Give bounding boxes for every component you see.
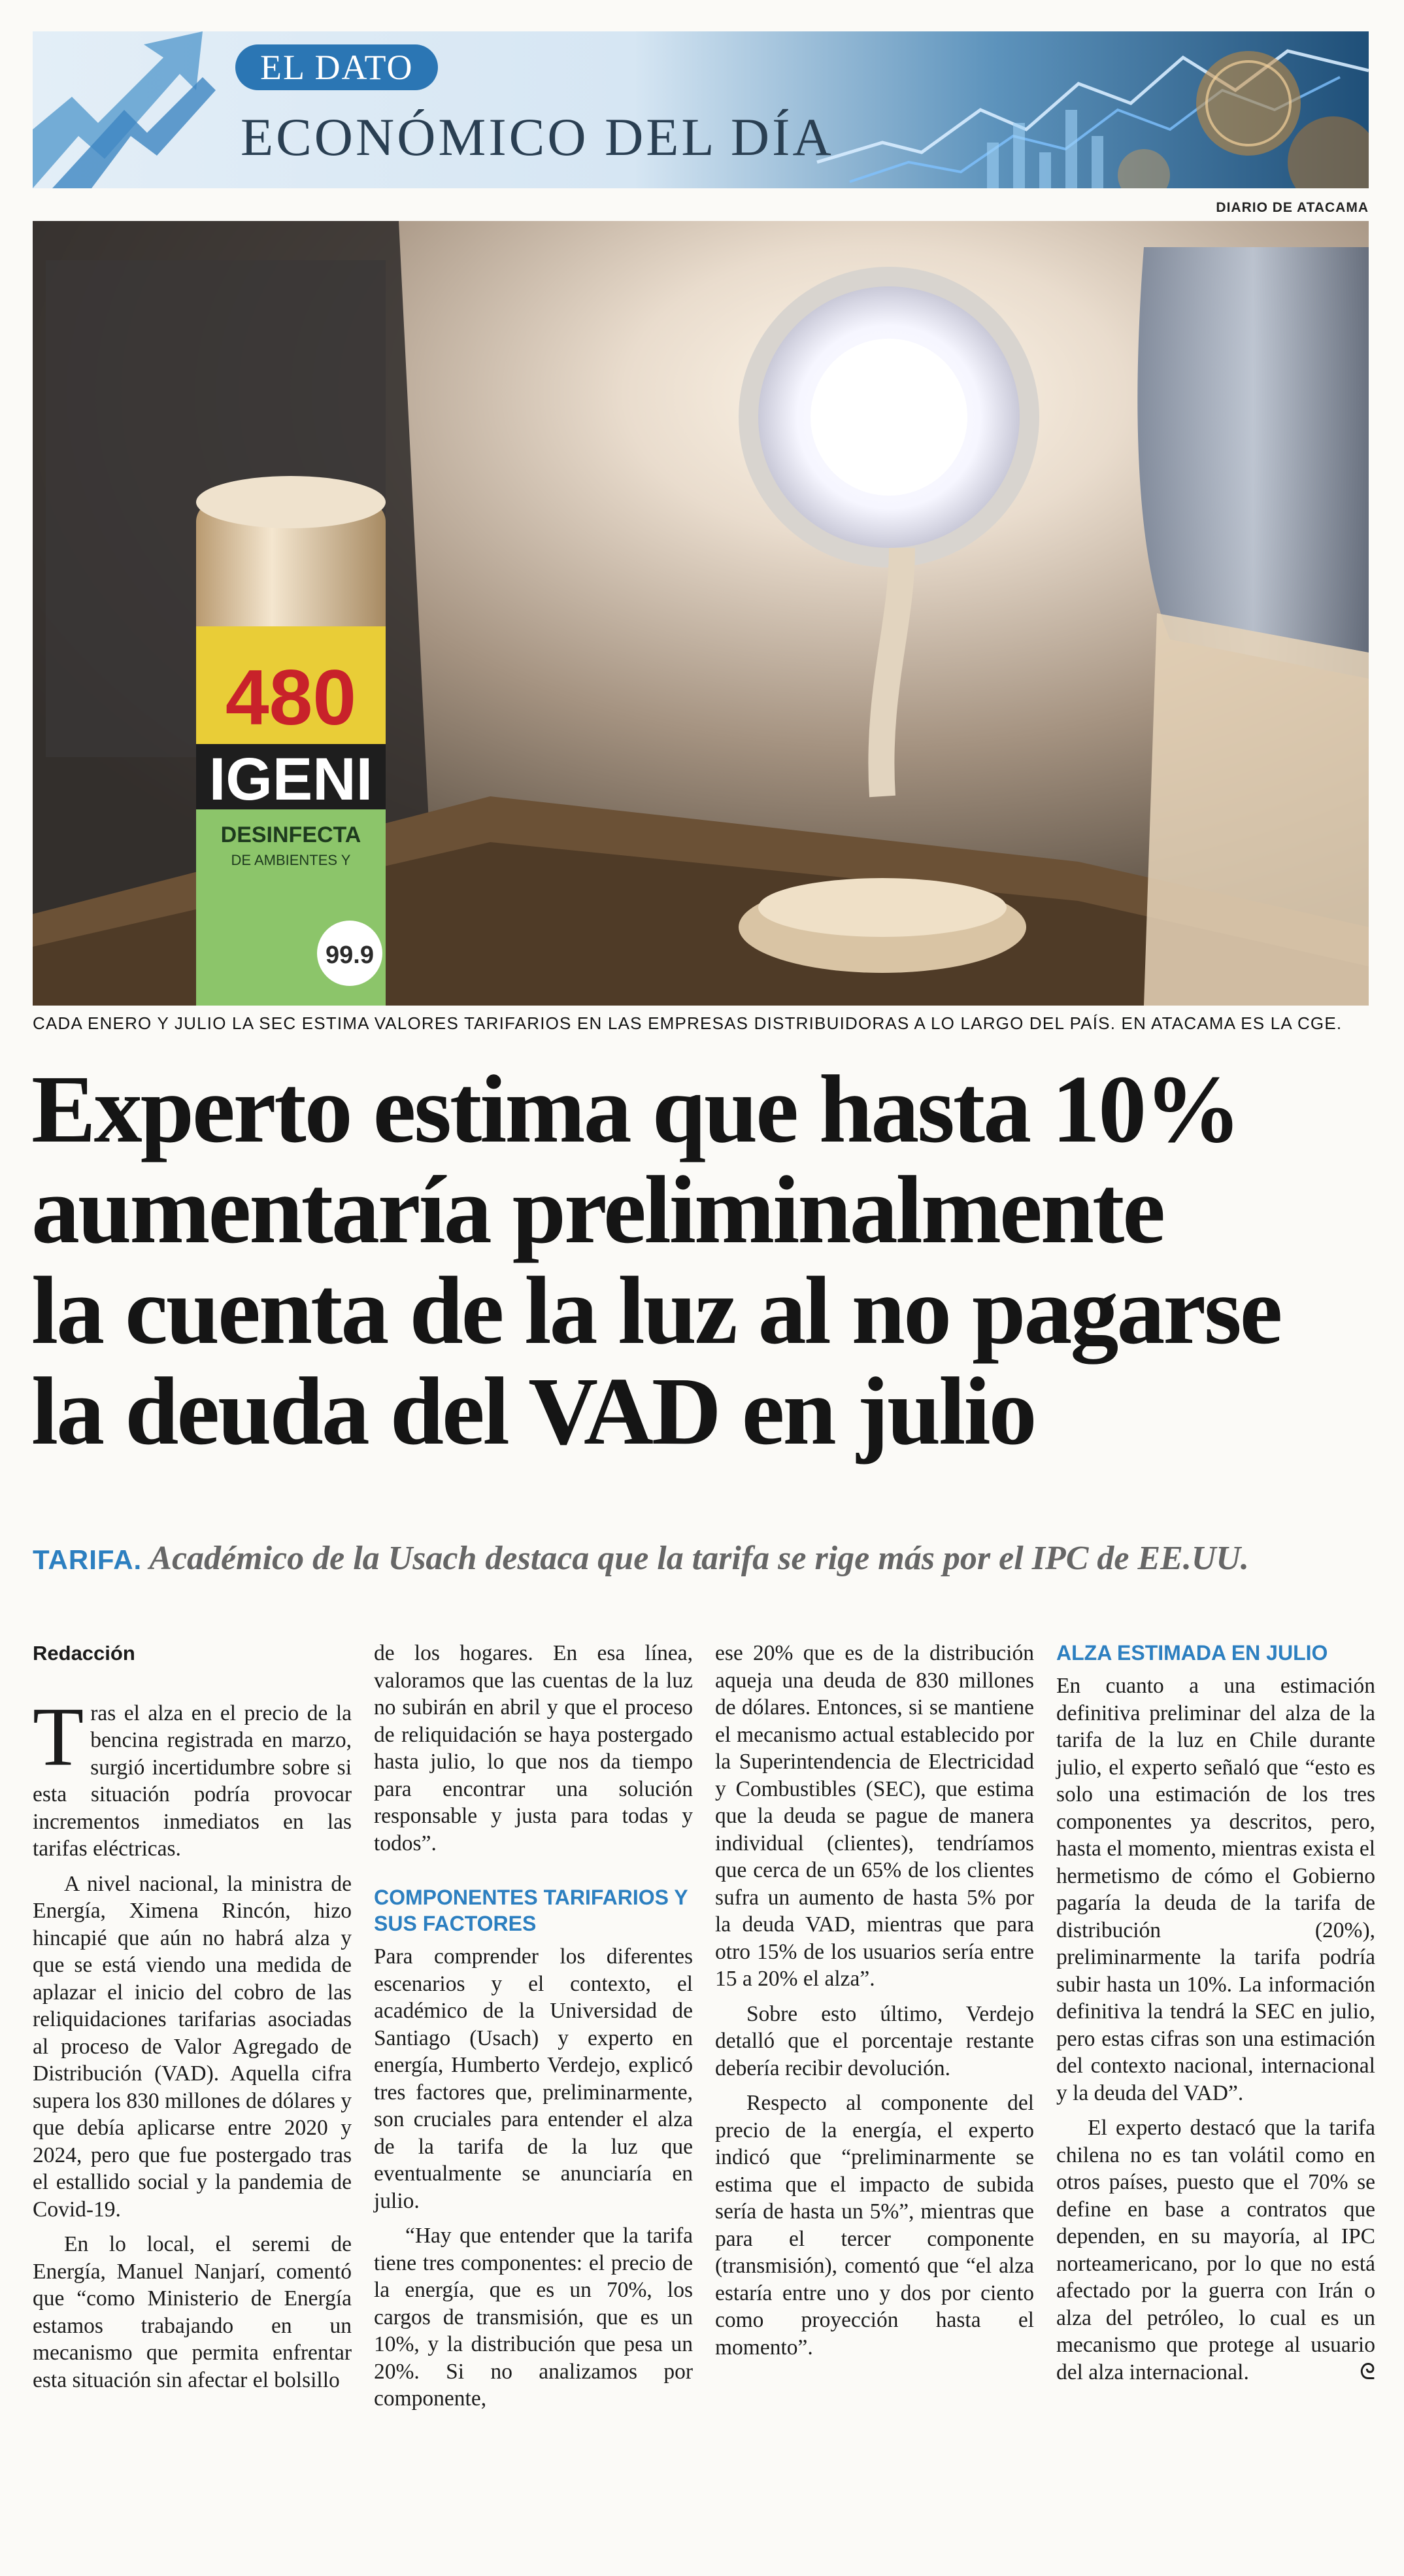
paragraph: de los hogares. En esa línea, valoramos que las cuentas de la luz no subirán en abril y que el proceso de reliquidación se haya postergado hasta julio, lo que nos da tiempo para encontrar una solución responsable y justa para todas y todos”. — [374, 1641, 693, 1856]
article-column-3 — [715, 1640, 1034, 2361]
photo-caption: CADA ENERO Y JULIO LA SEC ESTIMA VALORES TARIFARIOS EN LAS EMPRESAS DISTRIBUIDORAS A LO LARGO DEL PAÍS. EN ATACAMA ES LA CGE. — [33, 1013, 1343, 1033]
lead-text: Académico de la Usach destaca que la tarifa se rige más por el IPC de EE.UU. — [149, 1540, 1249, 1577]
can-sublabel: DE AMBIENTES Y — [231, 852, 351, 868]
can-label: DESINFECTA — [220, 822, 361, 847]
byline: Redacción — [33, 1642, 135, 1665]
headline-line-2: aumentaría preliminalmente — [31, 1157, 1164, 1264]
section-banner — [33, 31, 1369, 188]
paragraph: Tras el alza en el precio de la bencina registrada en marzo, surgió incertidumbre sobre si esta situación podría provocar incrementos inmediatos en las tarifas eléctricas. — [33, 1689, 352, 1861]
article-column-4 — [1056, 1640, 1375, 2386]
paragraph: “Hay que entender que la tarifa tiene tres componentes: el precio de la energía, que es un 70%, los cargos de transmisión, que es un 10%, y la distribución que pesa un 20%. Si no analizamos por componente, — [374, 2224, 693, 2411]
paragraph: En lo local, el seremi de Energía, Manuel Nanjarí, comentó que “como Ministerio de Energía estamos trabajando en un mecanismo que permita enfrentar esta situación sin afectar el bolsillo — [33, 2232, 352, 2392]
banner-title: ECONÓMICO DEL DÍA — [241, 107, 834, 167]
headline-line-4: la deuda del VAD en julio — [31, 1358, 1035, 1465]
paragraph: A nivel nacional, la ministra de Energía, Ximena Rincón, hizo hincapié que aún no habrá alza y que se está viendo una medida de aplazar el inicio del cobro de las reliquidaciones tarifarias asociadas al proceso de Valor Agregado de Distribución (VAD). Aquella cifra supera los 830 millones de dólares y que debía aplicarse entre 2020 y 2024, pero que fue postergado tras el estallido social y la pandemia de Covid-19. — [33, 1871, 352, 2222]
banner-pill: EL DATO — [235, 44, 438, 90]
paragraph: El experto destacó que la tarifa chilena no es tan volátil como en otros países, puesto que el 70% se define en base a contratos que dependen, en su mayoría, al IPC norteamericano, por lo que no está afectado por la guerra con Irán o alza del petróleo, lo cual es un mecanismo que protege al usuario del alza internacional. ᘓ — [1056, 2114, 1375, 2386]
photo-illustration — [33, 221, 1369, 1006]
paragraph: ese 20% que es de la distribución aqueja una deuda de 830 millones de dólares. Entonces, si se mantiene el mecanismo actual establecido por la Superintendencia de Electricidad y Combustibles (SEC), que estima que la deuda se pague de manera individual (clientes), tendríamos que cerca de un 65% de los clientes sufra un aumento de hasta 5% por la deuda VAD, mientras que para otro 15% de los usuarios sería entre 15 a 20% el alza”. — [715, 1641, 1034, 1991]
paragraph: En cuanto a una estimación definitiva preliminar del alza de la tarifa de la luz en Chile durante julio, el experto señaló que “esto es solo una estimación de los tres componentes ya descritos, pero, hasta el momento, mientras exista el hermetismo de cómo el Gobierno pagaría la deuda de la tarifa de distribución (20%), preliminarmente la tarifa podría subir hasta un 10%. La información definitiva la tendrá la SEC en julio, pero estas cifras son una estimación del contexto nacional, internacional y la deuda del VAD”. — [1056, 1674, 1375, 2105]
lead-tag: TARIFA. — [33, 1544, 142, 1575]
subhead-july: ALZA ESTIMADA EN JULIO — [1056, 1641, 1328, 1665]
paragraph: Respecto al componente del precio de la energía, el experto indicó que “preliminarmente se estima que el impacto de subida sería de hasta un 5%”, mientras que para el tercer componente (transmisión), comentó que “el alza estaría entre uno y dos por ciento como proyección hasta el momento”. — [715, 2091, 1034, 2360]
paragraph: Sobre esto último, Verdejo detalló que el porcentaje restante debería recibir devolución. — [715, 2001, 1034, 2080]
can-number: 480 — [225, 654, 357, 741]
article-column-1 — [33, 1640, 352, 2394]
article-column-2 — [374, 1640, 693, 2413]
can-brand: IGENI — [209, 746, 373, 813]
article-photo — [33, 221, 1369, 1006]
headline-line-3: la cuenta de la luz al no pagarse — [31, 1257, 1281, 1364]
source-label: DIARIO DE ATACAMA — [1216, 200, 1369, 215]
headline — [31, 1056, 1378, 1465]
can-badge: 99.9 — [326, 941, 374, 969]
paragraph: Para comprender los diferentes escenarios y el contexto, el académico de la Universidad de Santiago (Usach) y experto en energía, Humberto Verdejo, explicó tres factores que, preliminarmente, son cruciales para entender el alza de la tarifa de la luz que eventualmente se anunciaría en julio. — [374, 1944, 693, 2213]
headline-line-1: Experto estima que hasta 10% — [31, 1056, 1240, 1163]
end-mark-icon: ᘓ — [1360, 2360, 1375, 2384]
lead — [33, 1538, 1379, 1581]
dropcap: T — [33, 1689, 84, 1783]
subhead-components: COMPONENTES TARIFARIOS Y SUS FACTORES — [374, 1886, 688, 1935]
